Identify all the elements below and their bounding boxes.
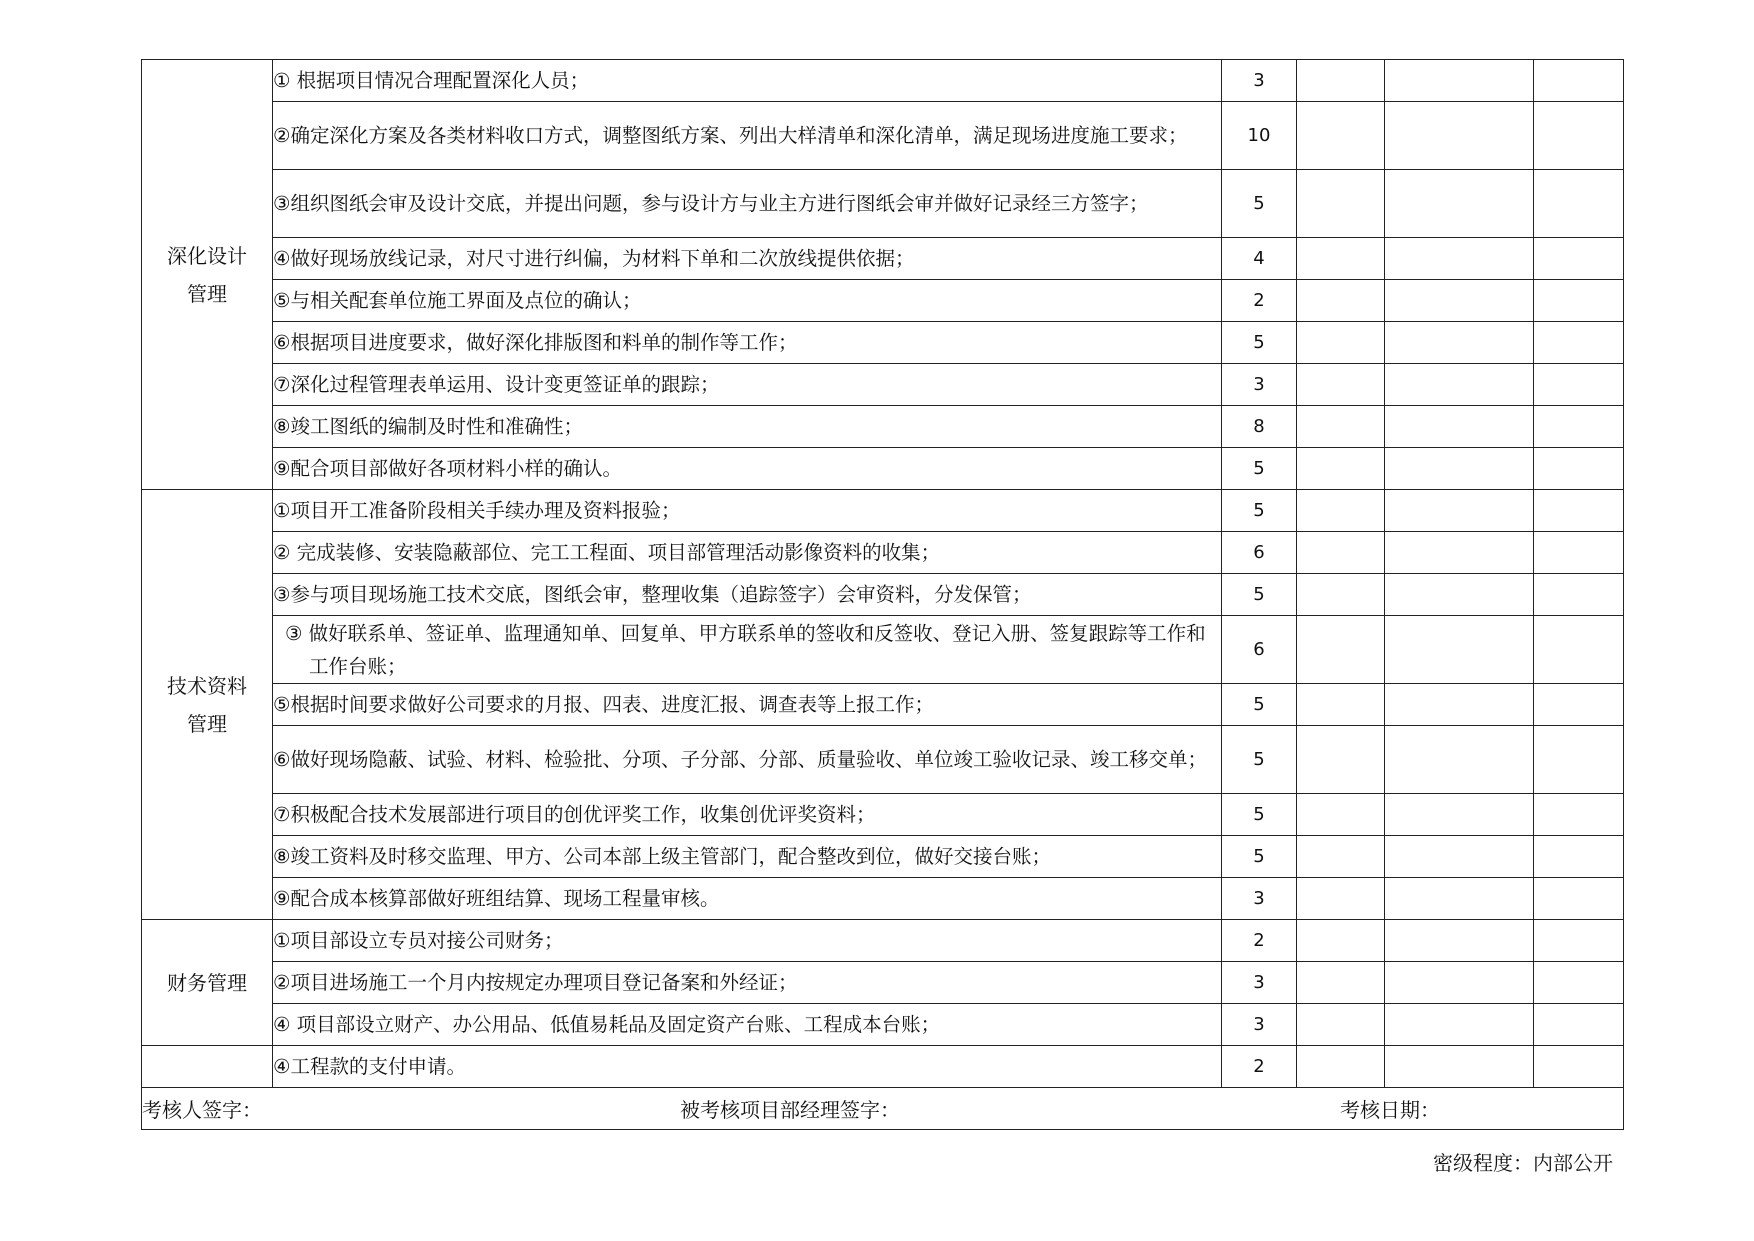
score-cell: 5 (1222, 684, 1297, 726)
score-cell: 5 (1222, 170, 1297, 238)
criterion-cell (273, 878, 1222, 920)
table-row (142, 616, 1624, 684)
self-score-cell[interactable] (1297, 1046, 1385, 1088)
score-cell: 5 (1222, 794, 1297, 836)
criterion-cell (273, 1004, 1222, 1046)
review-score-cell[interactable] (1385, 684, 1534, 726)
criterion-cell (273, 532, 1222, 574)
self-score-cell[interactable] (1297, 726, 1385, 794)
remark-cell[interactable] (1534, 574, 1624, 616)
assessment-table (141, 59, 1624, 1130)
category-cell (142, 1046, 273, 1088)
self-score-cell[interactable] (1297, 1004, 1385, 1046)
table-row (142, 920, 1624, 962)
criterion-text: ④做好现场放线记录，对尺寸进行纠偏，为材料下单和二次放线提供依据； (273, 247, 915, 270)
criterion-text: ③组织图纸会审及设计交底，并提出问题，参与设计方与业主方进行图纸会审并做好记录经三方签字； (273, 192, 1149, 215)
category-cell (142, 490, 273, 920)
review-score-cell[interactable] (1385, 406, 1534, 448)
review-score-cell[interactable] (1385, 238, 1534, 280)
criterion-cell (273, 574, 1222, 616)
review-score-cell[interactable] (1385, 794, 1534, 836)
category-label: 深化设计 (167, 243, 247, 268)
score-cell: 5 (1222, 322, 1297, 364)
score-cell: 3 (1222, 1004, 1297, 1046)
table-row (142, 364, 1624, 406)
criterion-text: ①项目开工准备阶段相关手续办理及资料报验； (273, 499, 681, 522)
remark-cell[interactable] (1534, 794, 1624, 836)
category-cell (142, 60, 273, 490)
table-row (142, 280, 1624, 322)
review-score-cell[interactable] (1385, 920, 1534, 962)
table-row (142, 490, 1624, 532)
self-score-cell[interactable] (1297, 794, 1385, 836)
review-score-cell[interactable] (1385, 322, 1534, 364)
remark-cell[interactable] (1534, 238, 1624, 280)
assessment-date-label[interactable]: 考核日期： (1340, 1098, 1440, 1122)
score-cell: 5 (1222, 726, 1297, 794)
criterion-cell (273, 60, 1222, 102)
remark-cell[interactable] (1534, 962, 1624, 1004)
score-cell: 3 (1222, 878, 1297, 920)
criterion-cell (273, 322, 1222, 364)
self-score-cell[interactable] (1297, 836, 1385, 878)
review-score-cell[interactable] (1385, 102, 1534, 170)
manager-signature-label[interactable]: 被考核项目部经理签字： (680, 1098, 900, 1122)
remark-cell[interactable] (1534, 836, 1624, 878)
review-score-cell[interactable] (1385, 962, 1534, 1004)
criterion-text: ⑤根据时间要求做好公司要求的月报、四表、进度汇报、调查表等上报工作； (273, 693, 934, 716)
score-cell: 6 (1222, 532, 1297, 574)
table-row (142, 1004, 1624, 1046)
self-score-cell[interactable] (1297, 280, 1385, 322)
self-score-cell[interactable] (1297, 448, 1385, 490)
criterion-cell (273, 490, 1222, 532)
table-row (142, 878, 1624, 920)
classification-label: 密级程度：内部公开 (1433, 1151, 1613, 1175)
self-score-cell[interactable] (1297, 490, 1385, 532)
self-score-cell[interactable] (1297, 238, 1385, 280)
self-score-cell[interactable] (1297, 406, 1385, 448)
table-row (142, 60, 1624, 102)
self-score-cell[interactable] (1297, 60, 1385, 102)
self-score-cell[interactable] (1297, 102, 1385, 170)
table-row (142, 532, 1624, 574)
self-score-cell[interactable] (1297, 962, 1385, 1004)
self-score-cell[interactable] (1297, 574, 1385, 616)
criterion-text: ③参与项目现场施工技术交底，图纸会审，整理收集（追踪签字）会审资料，分发保管； (273, 583, 1032, 606)
signature-cell (142, 1088, 1624, 1130)
review-score-cell[interactable] (1385, 1046, 1534, 1088)
assessment-table-body (142, 60, 1624, 1130)
category-label: 技术资料 (167, 673, 247, 698)
remark-cell[interactable] (1534, 60, 1624, 102)
table-row (142, 836, 1624, 878)
remark-cell[interactable] (1534, 920, 1624, 962)
criterion-cell (273, 962, 1222, 1004)
criterion-text: ⑦积极配合技术发展部进行项目的创优评奖工作，收集创优评奖资料； (273, 803, 876, 826)
review-score-cell[interactable] (1385, 448, 1534, 490)
criterion-text: ③ 做好联系单、签证单、监理通知单、回复单、甲方联系单的签收和反签收、登记入册、签复跟踪等工作和工作台账； (285, 621, 1206, 678)
review-score-cell[interactable] (1385, 280, 1534, 322)
category-label: 管理 (187, 281, 227, 306)
criterion-text: ② 完成装修、安装隐蔽部位、完工工程面、项目部管理活动影像资料的收集； (273, 541, 941, 564)
criterion-cell (273, 448, 1222, 490)
criterion-cell (273, 238, 1222, 280)
criterion-text: ⑧竣工资料及时移交监理、甲方、公司本部上级主管部门，配合整改到位，做好交接台账； (273, 845, 1051, 868)
table-row (142, 238, 1624, 280)
score-cell: 6 (1222, 616, 1297, 684)
table-row (142, 684, 1624, 726)
criterion-cell (273, 364, 1222, 406)
table-row (142, 102, 1624, 170)
remark-cell[interactable] (1534, 102, 1624, 170)
criterion-text: ⑤与相关配套单位施工界面及点位的确认； (273, 289, 642, 312)
score-cell: 5 (1222, 448, 1297, 490)
category-cell (142, 920, 273, 1046)
criterion-cell (273, 684, 1222, 726)
criterion-text: ②项目进场施工一个月内按规定办理项目登记备案和外经证； (273, 971, 798, 994)
criterion-cell (273, 726, 1222, 794)
remark-cell[interactable] (1534, 448, 1624, 490)
review-score-cell[interactable] (1385, 574, 1534, 616)
criterion-text: ⑦深化过程管理表单运用、设计变更签证单的跟踪； (273, 373, 720, 396)
remark-cell[interactable] (1534, 684, 1624, 726)
remark-cell[interactable] (1534, 1046, 1624, 1088)
score-cell: 2 (1222, 920, 1297, 962)
criterion-cell (273, 1046, 1222, 1088)
review-score-cell[interactable] (1385, 532, 1534, 574)
review-score-cell[interactable] (1385, 726, 1534, 794)
criterion-cell (273, 102, 1222, 170)
remark-cell[interactable] (1534, 364, 1624, 406)
score-cell: 5 (1222, 836, 1297, 878)
self-score-cell[interactable] (1297, 616, 1385, 684)
remark-cell[interactable] (1534, 170, 1624, 238)
criterion-text: ⑨配合项目部做好各项材料小样的确认。 (273, 457, 622, 480)
remark-cell[interactable] (1534, 322, 1624, 364)
self-score-cell[interactable] (1297, 170, 1385, 238)
score-cell: 3 (1222, 60, 1297, 102)
criterion-cell (273, 280, 1222, 322)
remark-cell[interactable] (1534, 280, 1624, 322)
self-score-cell[interactable] (1297, 532, 1385, 574)
review-score-cell[interactable] (1385, 170, 1534, 238)
score-cell: 3 (1222, 962, 1297, 1004)
score-cell: 10 (1222, 102, 1297, 170)
score-cell: 5 (1222, 574, 1297, 616)
table-row (142, 962, 1624, 1004)
self-score-cell[interactable] (1297, 684, 1385, 726)
self-score-cell[interactable] (1297, 322, 1385, 364)
table-row (142, 406, 1624, 448)
review-score-cell[interactable] (1385, 836, 1534, 878)
remark-cell[interactable] (1534, 406, 1624, 448)
review-score-cell[interactable] (1385, 878, 1534, 920)
criterion-cell (273, 406, 1222, 448)
self-score-cell[interactable] (1297, 878, 1385, 920)
criterion-text: ⑥做好现场隐蔽、试验、材料、检验批、分项、子分部、分部、质量验收、单位竣工验收记录、竣工移交单； (273, 748, 1207, 771)
review-score-cell[interactable] (1385, 60, 1534, 102)
signature-row (142, 1088, 1624, 1130)
review-score-cell[interactable] (1385, 364, 1534, 406)
category-label: 管理 (187, 711, 227, 736)
criterion-text: ④ 项目部设立财产、办公用品、低值易耗品及固定资产台账、工程成本台账； (273, 1013, 941, 1036)
criterion-cell (273, 616, 1222, 684)
criterion-text: ①项目部设立专员对接公司财务； (273, 929, 564, 952)
score-cell: 5 (1222, 490, 1297, 532)
score-cell: 8 (1222, 406, 1297, 448)
criterion-text: ②确定深化方案及各类材料收口方式，调整图纸方案、列出大样清单和深化清单，满足现场进度施工要求； (273, 124, 1188, 147)
criterion-cell (273, 920, 1222, 962)
table-row (142, 322, 1624, 364)
score-cell: 4 (1222, 238, 1297, 280)
remark-cell[interactable] (1534, 616, 1624, 684)
table-row (142, 170, 1624, 238)
criterion-cell (273, 170, 1222, 238)
score-cell: 2 (1222, 1046, 1297, 1088)
table-row (142, 794, 1624, 836)
criterion-text: ① 根据项目情况合理配置深化人员； (273, 69, 590, 92)
remark-cell[interactable] (1534, 490, 1624, 532)
score-cell: 3 (1222, 364, 1297, 406)
category-label: 财务管理 (167, 970, 247, 995)
criterion-text: ⑨配合成本核算部做好班组结算、现场工程量审核。 (273, 887, 720, 910)
criterion-text: ⑥根据项目进度要求，做好深化排版图和料单的制作等工作； (273, 331, 798, 354)
review-score-cell[interactable] (1385, 490, 1534, 532)
review-score-cell[interactable] (1385, 616, 1534, 684)
table-row (142, 574, 1624, 616)
criterion-text: ⑧竣工图纸的编制及时性和准确性； (273, 415, 583, 438)
self-score-cell[interactable] (1297, 920, 1385, 962)
self-score-cell[interactable] (1297, 364, 1385, 406)
remark-cell[interactable] (1534, 532, 1624, 574)
criterion-text: ④工程款的支付申请。 (273, 1055, 466, 1078)
criterion-cell (273, 794, 1222, 836)
table-row (142, 1046, 1624, 1088)
review-score-cell[interactable] (1385, 1004, 1534, 1046)
remark-cell[interactable] (1534, 878, 1624, 920)
remark-cell[interactable] (1534, 726, 1624, 794)
criterion-cell (273, 836, 1222, 878)
table-row (142, 448, 1624, 490)
table-row (142, 726, 1624, 794)
assessor-signature-label[interactable]: 考核人签字： (142, 1098, 262, 1122)
remark-cell[interactable] (1534, 1004, 1624, 1046)
score-cell: 2 (1222, 280, 1297, 322)
